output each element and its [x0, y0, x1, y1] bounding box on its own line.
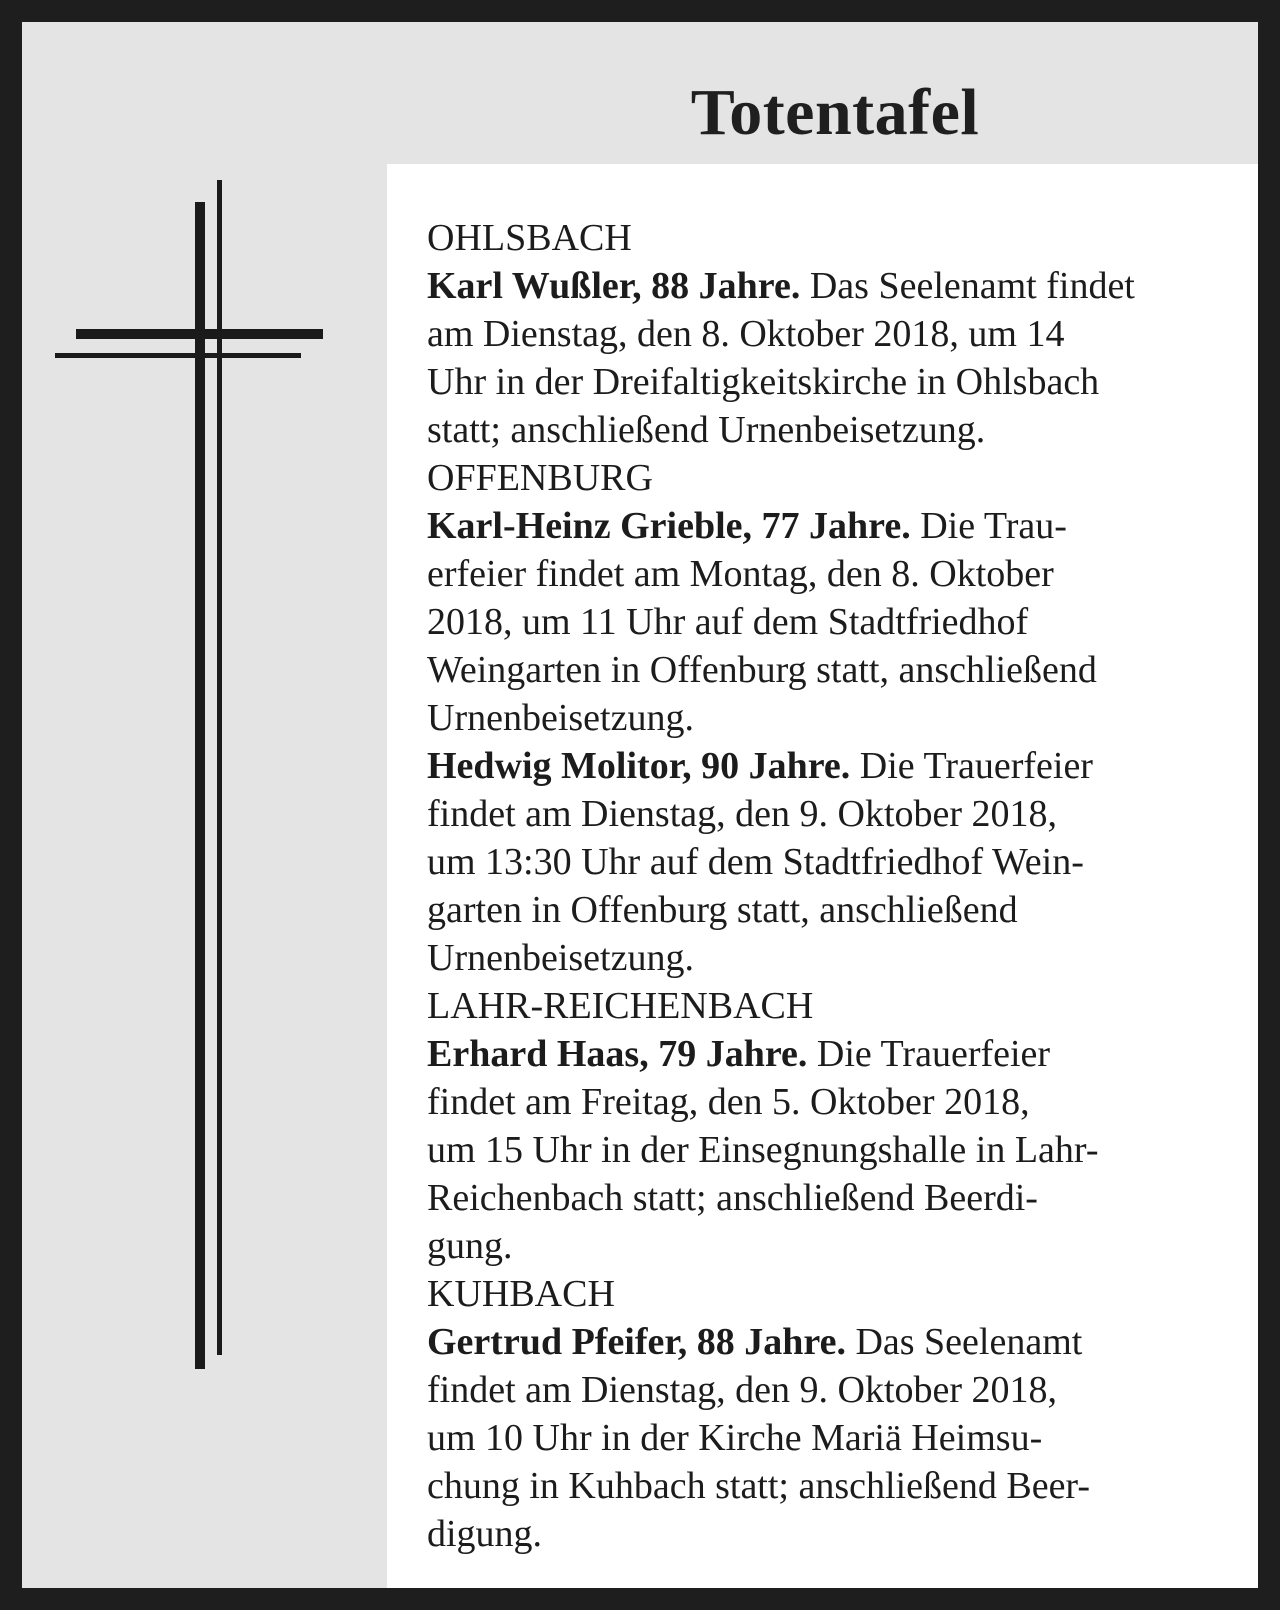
obituary-notice — [22, 22, 1258, 1588]
obituary-list-panel — [387, 164, 1258, 1588]
service-details-line: Die Trau- — [910, 505, 1067, 547]
service-details-line: Uhr in der Dreifaltigkeitskirche in Ohlsbach — [427, 361, 1100, 403]
place-heading: OFFENBURG — [427, 457, 653, 499]
notice-title: Totentafel — [690, 76, 980, 149]
deceased-name: Erhard Haas, 79 Jahre. — [427, 1033, 808, 1075]
service-details-line: Das Seelenamt — [845, 1321, 1083, 1363]
place-heading: OHLSBACH — [427, 217, 632, 259]
service-details-line: um 15 Uhr in der Einsegnungshalle in Lahr- — [427, 1129, 1099, 1171]
service-details-line: Weingarten in Offenburg statt, anschließend — [427, 649, 1097, 691]
service-details-line: Die Trauerfeier — [807, 1033, 1051, 1075]
service-details-line: Das Seelenamt findet — [800, 265, 1135, 307]
obituary-entry — [427, 742, 1227, 982]
obituary-entry — [427, 262, 1227, 454]
deceased-name: Gertrud Pfeifer, 88 Jahre. — [427, 1321, 846, 1363]
service-details-line: chung in Kuhbach statt; anschließend Beer- — [427, 1465, 1090, 1507]
service-details-line: Die Trauerfeier — [850, 745, 1093, 787]
service-details-line: Urnenbeisetzung. — [427, 937, 694, 979]
service-details-line: gung. — [427, 1225, 513, 1267]
obituary-entries — [427, 214, 1227, 1558]
deceased-name: Karl Wußler, 88 Jahre. — [427, 265, 801, 307]
service-details-line: erfeier findet am Montag, den 8. Oktober — [427, 553, 1054, 595]
service-details-line: um 10 Uhr in der Kirche Mariä Heimsu- — [427, 1417, 1043, 1459]
obituary-entry — [427, 1318, 1227, 1558]
deceased-name: Hedwig Molitor, 90 Jahre. — [427, 745, 851, 787]
place-heading: KUHBACH — [427, 1273, 615, 1315]
obituary-entry — [427, 502, 1227, 742]
service-details-line: findet am Dienstag, den 9. Oktober 2018, — [427, 1369, 1058, 1411]
service-details-line: Urnenbeisetzung. — [427, 697, 694, 739]
cross-icon — [52, 162, 352, 1402]
obituary-entry — [427, 1030, 1227, 1270]
deceased-name: Karl-Heinz Grieble, 77 Jahre. — [427, 505, 911, 547]
place-heading: LAHR-REICHENBACH — [427, 985, 814, 1027]
service-details-line: findet am Dienstag, den 9. Oktober 2018, — [427, 793, 1058, 835]
service-details-line: 2018, um 11 Uhr auf dem Stadtfriedhof — [427, 601, 1029, 643]
service-details-line: findet am Freitag, den 5. Oktober 2018, — [427, 1081, 1030, 1123]
service-details-line: digung. — [427, 1513, 543, 1555]
service-details-line: um 13:30 Uhr auf dem Stadtfriedhof Wein- — [427, 841, 1084, 883]
service-details-line: statt; anschließend Urnenbeisetzung. — [427, 409, 986, 451]
service-details-line: am Dienstag, den 8. Oktober 2018, um 14 — [427, 313, 1065, 355]
service-details-line: Reichenbach statt; anschließend Beerdi- — [427, 1177, 1038, 1219]
service-details-line: garten in Offenburg statt, anschließend — [427, 889, 1018, 931]
